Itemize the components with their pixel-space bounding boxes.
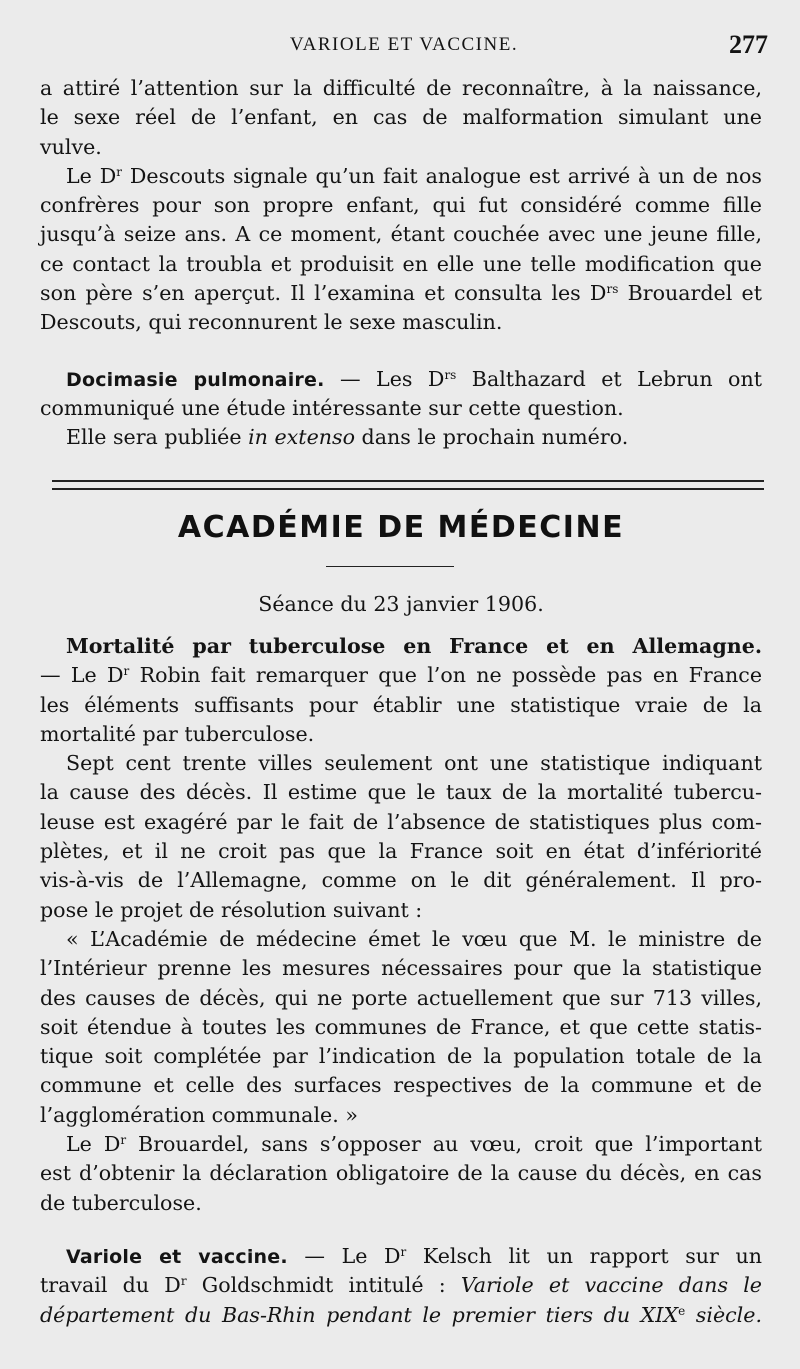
text-line: le sexe réel de l’enfant, en cas de malformation simulant une	[40, 105, 762, 130]
text-line: de tuberculose.	[40, 1190, 202, 1215]
running-head-title: VARIOLE ET VACCINE.	[289, 34, 519, 55]
text-line: jusqu’à seize ans. A ce moment, étant couchée avec une jeune fille,	[40, 222, 762, 247]
text-line: « L’Académie de médecine émet le vœu que M. le ministre de	[66, 926, 762, 951]
text-line: confrères pour son propre enfant, qui fut considéré comme fille	[40, 193, 762, 218]
text-line: plètes, et il ne croit pas que la France soit en état d’infériorité	[40, 839, 762, 864]
session-date: Séance du 23 janvier 1906.	[258, 592, 544, 616]
text-line: commune et celle des surfaces respectives de la commune et de	[40, 1073, 762, 1098]
text-line: Le $D^r$ Brouardel, sans s’opposer au vœu, croit que l’important	[66, 1132, 763, 1157]
text-line: est d’obtenir la déclaration obligatoire de la cause du décès, en cas	[40, 1161, 762, 1186]
text-line: vis-à-vis de l’Allemagne, comme on le dit généralement. Il pro-	[40, 868, 762, 893]
text-line: département du Bas-Rhin pendant le premier tiers du XIXe siècle.	[40, 1302, 762, 1327]
section-divider	[52, 480, 764, 490]
text-line: son père s’en aperçut. Il l’examina et consulta les $D^{rs}$ Brouardel et	[40, 281, 762, 306]
text-line: leuse est exagéré par le fait de l’absence de statistiques plus com-	[40, 809, 762, 834]
text-line: communiqué une étude intéressante sur cette question.	[40, 395, 624, 420]
section-title: ACADÉMIE DE MÉDECINE	[177, 510, 625, 545]
running-head	[40, 30, 768, 60]
title-underline	[326, 566, 454, 567]
text-line: l’Intérieur prenne les mesures nécessaires pour que la statistique	[40, 956, 762, 981]
text-line: Le $D^r$ Descouts signale qu’un fait analogue est arrivé à un de nos	[66, 163, 763, 188]
text-line: Sept cent trente villes seulement ont une statistique indiquant	[66, 751, 762, 776]
text-line	[40, 632, 762, 661]
paragraph-heading: Docimasie pulmonaire.	[66, 368, 325, 391]
text-line: vulve.	[40, 134, 102, 159]
text-line: Descouts, qui reconnurent le sexe masculin.	[40, 310, 503, 335]
text-line: des causes de décès, qui ne porte actuellement que sur 713 villes,	[40, 985, 762, 1010]
text-line: Elle sera publiée in extenso dans le prochain numéro.	[66, 425, 629, 450]
text-line: Variole et vaccine. — Le $D^r$ Kelsch lit un rapport sur un	[66, 1244, 763, 1268]
paragraph-heading: Variole et vaccine.	[66, 1246, 288, 1268]
body-text-top	[40, 74, 762, 453]
text-line: les éléments suffisants pour établir une statistique vraie de la	[40, 692, 762, 717]
text-line: soit étendue à toutes les communes de France, et que cette statis-	[40, 1014, 762, 1039]
body-text-academy	[40, 632, 762, 1218]
text-line: Docimasie pulmonaire. — Les $D^{rs}$ Balthazard et Lebrun ont	[66, 366, 762, 391]
text-line: mortalité par tuberculose.	[40, 721, 315, 746]
text-line: a attiré l’attention sur la difficulté de reconnaître, à la naissance,	[40, 76, 762, 100]
text-line: tique soit complétée par l’indication de la population totale de la	[40, 1044, 762, 1069]
text-line: la cause des décès. Il estime que le taux de la mortalité tubercu-	[40, 780, 762, 805]
body-text-bottom	[40, 1242, 762, 1330]
text-line: ce contact la troubla et produisit en elle une telle modification que	[40, 251, 762, 276]
text-line: pose le projet de résolution suivant :	[40, 897, 423, 922]
text-line: travail du $D^r$ Goldschmidt intitulé : Variole et vaccine dans le	[40, 1273, 762, 1298]
text-line: l’agglomération communale. »	[40, 1102, 358, 1127]
paragraph-heading: Mortalité par tuberculose en France et en Allemagne.	[66, 634, 762, 658]
page-number: 277	[729, 30, 768, 59]
text-line: — Le $D^r$ Robin fait remarquer que l’on ne possède pas en France	[40, 663, 763, 688]
